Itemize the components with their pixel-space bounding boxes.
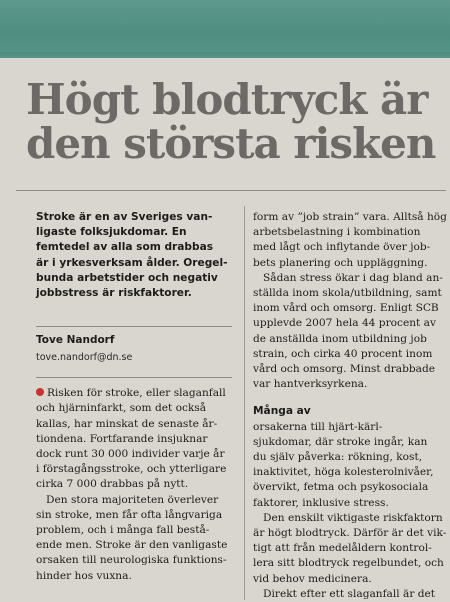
body-line: du själv påverka: rökning, kost, [253,451,423,464]
body-line: vård och omsorg. Minst drabbade [253,363,436,376]
right-paragraph-4 [253,511,448,587]
body-line: med lågt och inflytande över job- [253,241,431,254]
body-line: tigt att från medelåldern kontrol- [253,542,432,555]
body-line: ställda inom skola/utbildning, samt [253,287,442,300]
body-line: sjukdomar, där stroke ingår, kan [253,435,428,448]
right-paragraph-3 [253,404,448,510]
body-line: dock runt 30 000 individer varje år [36,448,225,461]
header-color-band [0,0,450,58]
headline-line: Högt blodtryck är [26,75,428,124]
ingress [36,210,242,301]
body-line: i förstagångsstroke, och ytterligare [36,463,227,476]
ingress-line: ligaste folksjukdomar. En [36,226,187,239]
body-line: faktorer, inklusive stress. [253,496,389,509]
body-line: hinder hos vuxna. [36,569,132,582]
body-line-text: Risken för stroke, eller slaganfall [47,387,226,400]
body-line: upplevde 2007 hela 44 procent av [253,317,436,330]
headline-line: den största risken [26,119,436,168]
body-line: Direkt efter ett slaganfall är det [263,587,436,600]
body-line: de anställda inom utbildning job [253,332,427,345]
left-body [36,386,242,584]
body-line: vid behov medicinera. [253,572,372,585]
ingress-line: är i yrkesverksam ålder. Oregel- [36,256,228,269]
body-line: och hjärninfarkt, som det också [36,402,207,415]
byline-rule-bottom [36,377,232,378]
body-line: arbetsbelastning i kombination [253,226,421,239]
body-line: Den enskilt viktigaste riskfaktorn [263,511,443,524]
ingress-line: Stroke är en av Sveriges van- [36,211,213,223]
body-line: bets planering och uppläggning. [253,256,428,269]
right-column [253,210,448,602]
right-paragraph-1 [253,210,448,271]
body-line: orsaken till neurologiska funktions- [36,554,227,567]
body-line: sin stroke, men får ofta långvariga [36,508,223,521]
body-line: Sådan stress ökar i dag bland an- [263,271,443,284]
headline [26,75,436,168]
body-line: cirka 7 000 drabbas på nytt. [36,478,189,491]
byline-rule [36,326,232,327]
body-line: övervikt, fetma och psykosociala [253,481,429,494]
body-line: tiondena. Fortfarande insjuknar [36,432,208,445]
byline-name: Tove Nandorf [36,334,115,347]
right-paragraph-2 [253,271,448,393]
body-line [36,386,242,401]
body-line: inom vård och omsorg. Enligt SCB [253,302,439,315]
body-line: Den stora majoriteten överlever [46,493,219,506]
body-line: lera sitt blodtryck regelbundet, och [253,557,444,570]
body-line: kallas, har minskat de senaste år- [36,417,218,430]
body-line: form av ”job strain” vara. Alltså hög [253,211,447,223]
body-line-text: orsakerna till hjärt-kärl- [253,420,383,433]
body-line [253,404,448,434]
ingress-line: bunda arbetstider och negativ [36,271,218,284]
ingress-line: jobbstress är riskfaktorer. [36,287,192,300]
ingress-line: femtedel av alla som drabbas [36,241,214,254]
column-rule [244,206,245,600]
body-line: problem, och i många fall bestå- [36,524,210,537]
bullet-icon [36,388,44,396]
body-line: ende men. Stroke är den vanligaste [36,539,228,552]
byline-email: tove.nandorf@dn.se [36,352,133,364]
body-line: är högt blodtryck. Därför är det vik- [253,527,447,540]
paragraph-lead: Många av [253,405,311,418]
body-line: inaktivitet, höga kolesterolnivåer, [253,466,434,479]
left-column [36,210,242,584]
paragraph-gap [253,392,448,404]
headline-divider [16,190,446,191]
body-line: var hantverksyrkena. [253,378,368,391]
body-line: strain, och cirka 40 procent inom [253,347,433,360]
